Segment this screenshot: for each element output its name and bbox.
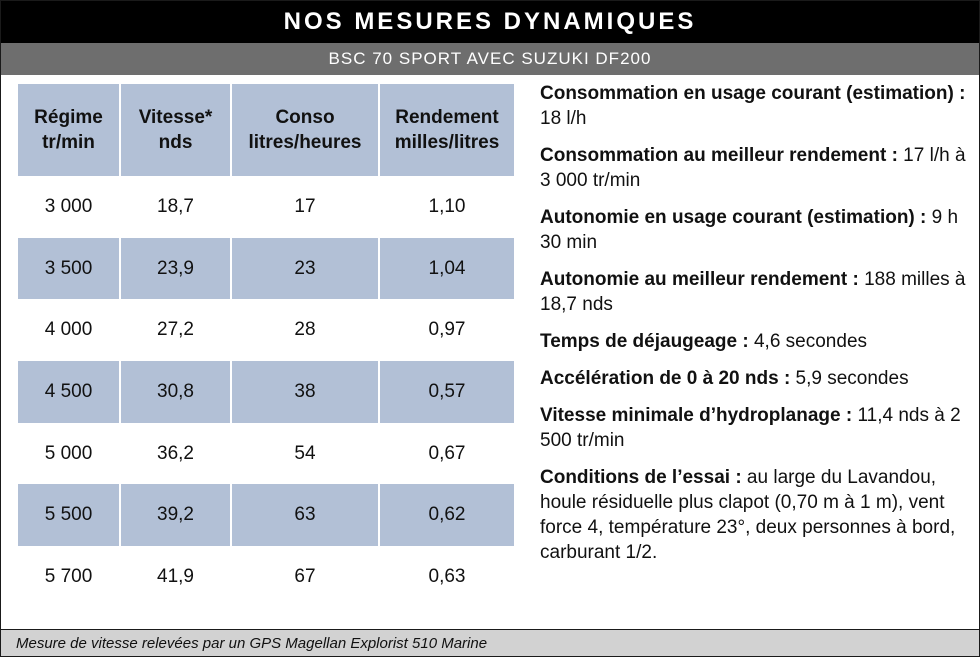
spec-value: 188 milles à 18,7 nds <box>540 269 966 315</box>
table-row <box>18 361 514 423</box>
spec-conso-meilleur-rendement <box>540 143 970 193</box>
specs-panel <box>540 81 970 577</box>
table-row <box>18 484 514 546</box>
spec-temps-dejaugeage <box>540 329 970 354</box>
spec-autonomie-meilleur-rendement <box>540 267 970 317</box>
cell-vitesse: 41,9 <box>120 546 231 608</box>
spec-label: Consommation en usage courant (estimation) : <box>540 83 966 104</box>
cell-vitesse: 27,2 <box>120 299 231 361</box>
cell-regime: 4 500 <box>18 361 120 423</box>
cell-vitesse: 36,2 <box>120 423 231 485</box>
cell-conso: 28 <box>231 299 379 361</box>
cell-rendement: 0,63 <box>379 546 514 608</box>
spec-value: 4,6 secondes <box>748 331 868 352</box>
cell-rendement: 0,57 <box>379 361 514 423</box>
spec-value: au large du Lavandou, houle résiduelle plus clapot (0,70 m à 1 m), vent force 4, température 23°, deux personnes à bord, carburant 1/2. <box>540 467 956 563</box>
header-conso: Conso litres/heures <box>231 84 379 176</box>
measurements-table <box>18 84 514 608</box>
spec-value: 18 l/h <box>540 108 587 129</box>
cell-conso: 67 <box>231 546 379 608</box>
cell-regime: 5 700 <box>18 546 120 608</box>
table-row <box>18 546 514 608</box>
header-regime: Régime tr/min <box>18 84 120 176</box>
cell-conso: 54 <box>231 423 379 485</box>
cell-vitesse: 30,8 <box>120 361 231 423</box>
cell-regime: 5 500 <box>18 484 120 546</box>
spec-autonomie-usage-courant <box>540 205 970 255</box>
footnote: Mesure de vitesse relevées par un GPS Magellan Explorist 510 Marine <box>1 629 979 656</box>
spec-label: Autonomie au meilleur rendement : <box>540 269 859 290</box>
cell-conso: 63 <box>231 484 379 546</box>
cell-rendement: 0,97 <box>379 299 514 361</box>
cell-rendement: 0,62 <box>379 484 514 546</box>
cell-conso: 23 <box>231 238 379 300</box>
spec-label: Conditions de l’essai : <box>540 467 742 488</box>
cell-rendement: 1,04 <box>379 238 514 300</box>
table-row <box>18 299 514 361</box>
cell-conso: 17 <box>231 176 379 238</box>
spec-label: Consommation au meilleur rendement : <box>540 145 898 166</box>
page-title: NOS MESURES DYNAMIQUES <box>1 1 979 43</box>
spec-conso-usage-courant <box>540 81 970 131</box>
cell-regime: 5 000 <box>18 423 120 485</box>
table-row <box>18 423 514 485</box>
table-row <box>18 238 514 300</box>
spec-label: Autonomie en usage courant (estimation) : <box>540 207 927 228</box>
cell-vitesse: 18,7 <box>120 176 231 238</box>
spec-value: 17 l/h à 3 000 tr/min <box>540 145 966 191</box>
page-subtitle: BSC 70 SPORT AVEC SUZUKI DF200 <box>1 43 979 75</box>
cell-regime: 3 000 <box>18 176 120 238</box>
spec-label: Accélération de 0 à 20 nds : <box>540 368 791 389</box>
spec-acceleration <box>540 366 970 391</box>
spec-value: 5,9 secondes <box>790 368 909 389</box>
cell-rendement: 1,10 <box>379 176 514 238</box>
cell-conso: 38 <box>231 361 379 423</box>
spec-vitesse-hydroplanage <box>540 403 970 453</box>
cell-vitesse: 23,9 <box>120 238 231 300</box>
header-vitesse: Vitesse* nds <box>120 84 231 176</box>
spec-value: 9 h 30 min <box>540 207 959 253</box>
cell-vitesse: 39,2 <box>120 484 231 546</box>
spec-label: Temps de déjaugeage : <box>540 331 749 352</box>
spec-value: 11,4 nds à 2 500 tr/min <box>540 405 961 451</box>
cell-regime: 4 000 <box>18 299 120 361</box>
table-row <box>18 176 514 238</box>
table-header-row <box>18 84 514 176</box>
spec-conditions-essai <box>540 465 970 565</box>
cell-regime: 3 500 <box>18 238 120 300</box>
cell-rendement: 0,67 <box>379 423 514 485</box>
header-rendement: Rendement milles/litres <box>379 84 514 176</box>
spec-label: Vitesse minimale d’hydroplanage : <box>540 405 853 426</box>
